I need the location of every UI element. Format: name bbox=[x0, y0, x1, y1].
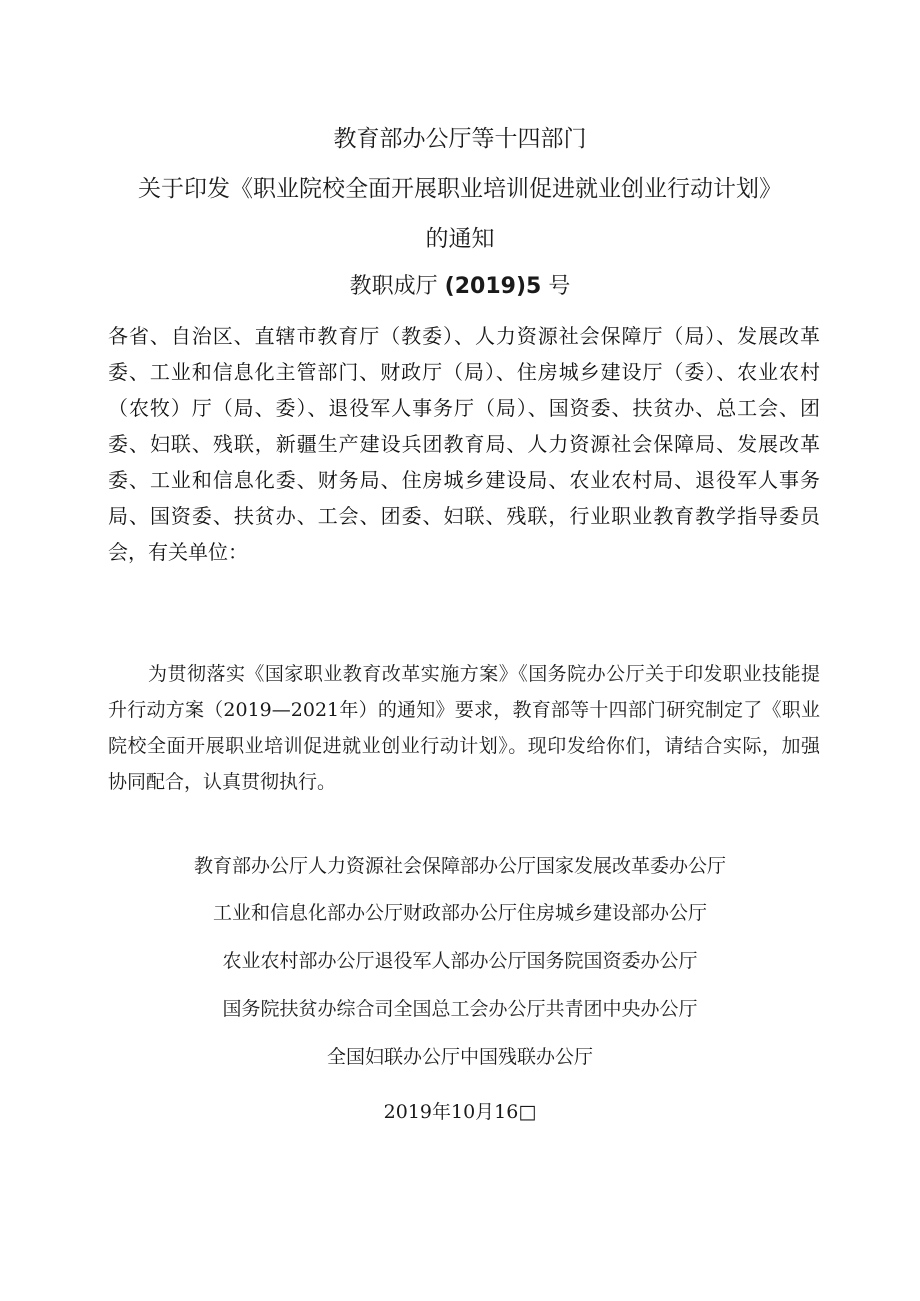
document-number bbox=[0, 272, 920, 302]
signatory-line-2: 工业和信息化部办公厅财政部办公厅住房城乡建设部办公厅 bbox=[212, 902, 707, 924]
body-paragraph: 为贯彻落实《国家职业教育改革实施方案》《国务院办公厅关于印发职业技能提升行动方案（2019—2021年）的通知》要求，教育部等十四部门研究制定了《职业院校全面开展职业培训促进就业创业行动计划》。现印发给你们，请结合实际，加强协同配合，认真贯彻执行。 bbox=[108, 663, 820, 793]
signatory-line-3: 农业农村部办公厅退役军人部办公厅国务院国资委办公厅 bbox=[222, 950, 698, 972]
doc-number-prefix: 教职成厅 bbox=[349, 274, 438, 299]
doc-number-code: (2019)5 bbox=[444, 274, 542, 299]
signatory-line-4: 国务院扶贫办综合司全国总工会办公厅共青团中央办公厅 bbox=[222, 998, 698, 1020]
signatory-line-5: 全国妇联办公厅中国残联办公厅 bbox=[326, 1046, 593, 1068]
title-line-3: 的通知 bbox=[425, 226, 495, 252]
addressee-block: 各省、自治区、直辖市教育厅（教委）、人力资源社会保障厅（局）、发展改革委、工业和信息化主管部门、财政厅（局）、住房城乡建设厅（委）、农业农村（农牧）厅（局、委）、退役军人事务厅（局）、国资委、扶贫办、总工会、团委、妇联、残联，新疆生产建设兵团教育局、人力资源社会保障局、发展改革委、工业和信息化委、财务局、住房城乡建设局、农业农村局、退役军人事务局、国资委、扶贫办、工会、团委、妇联、残联，行业职业教育教学指导委员会，有关单位： bbox=[108, 324, 820, 564]
title-line-2: 关于印发《职业院校全面开展职业培训促进就业创业行动计划》 bbox=[138, 176, 782, 202]
title-line-1: 教育部办公厅等十四部门 bbox=[333, 126, 587, 152]
signatory-line-1: 教育部办公厅人力资源社会保障部办公厅国家发展改革委办公厅 bbox=[193, 855, 726, 877]
doc-number-suffix: 号 bbox=[548, 274, 571, 299]
issue-date: 2019年10月16□ bbox=[383, 1101, 537, 1123]
